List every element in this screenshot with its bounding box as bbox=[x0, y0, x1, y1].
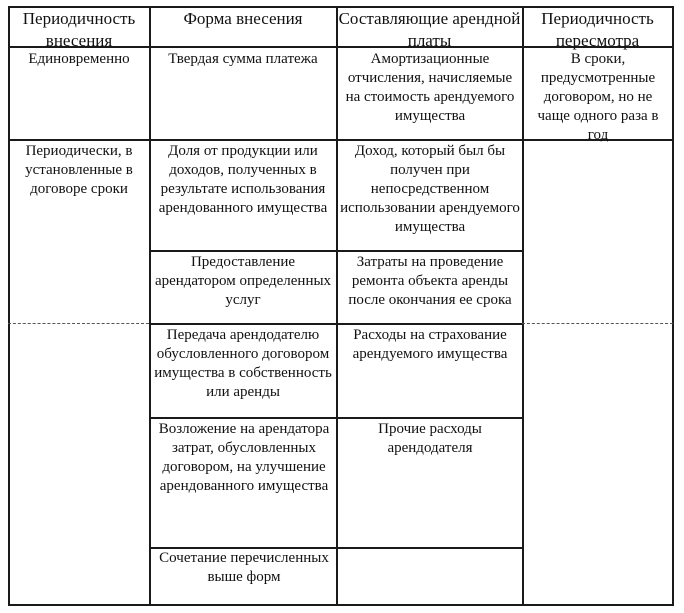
col-line-4 bbox=[522, 6, 524, 605]
component-depreciation: Амортизационные отчисления, начисляемые на стоимость арендуемого имущества bbox=[345, 51, 515, 124]
col-line-1 bbox=[8, 6, 10, 605]
row-line-5 bbox=[149, 417, 524, 419]
row-line-bottom bbox=[8, 604, 674, 606]
form-fixed-sum: Твердая сумма платежа bbox=[168, 51, 318, 67]
col-line-2 bbox=[149, 6, 151, 605]
header-periodicity: Периодичность внесения bbox=[22, 9, 136, 50]
component-other: Прочие расходы арендодателя bbox=[378, 421, 482, 456]
revision-terms: В сроки, предусмотренные договором, но не чаще одного раза в год bbox=[537, 51, 659, 143]
header-form: Форма внесения bbox=[183, 9, 303, 28]
row-dash-col4 bbox=[522, 323, 673, 324]
header-components: Составляющие арендной платы bbox=[338, 9, 521, 50]
row-line-3 bbox=[149, 250, 524, 252]
row-line-4 bbox=[149, 323, 524, 325]
periodicity-periodic: Периодически, в установленные в договоре сроки bbox=[25, 143, 133, 197]
form-property-transfer: Передача арендодателю обусловленного договором имущества в собственность или аренды bbox=[154, 327, 332, 400]
form-services: Предоставление арендатором определенных услуг bbox=[154, 254, 332, 308]
header-revision: Периодичность пересмотра bbox=[541, 9, 654, 50]
form-combination: Сочетание перечисленных выше форм bbox=[159, 550, 329, 585]
component-income: Доход, который был бы получен при непосредственном использовании арендуемого имущества bbox=[340, 143, 520, 235]
form-share-of-income: Доля от продукции или доходов, полученных в результате использования арендованного имущества bbox=[158, 143, 328, 216]
component-insurance: Расходы на страхование арендуемого имущества bbox=[352, 327, 508, 362]
form-improvement-costs: Возложение на арендатора затрат, обусловленных договором, на улучшение арендованного имущества bbox=[158, 421, 330, 494]
row-dash-col1 bbox=[8, 323, 149, 324]
col-line-5 bbox=[672, 6, 674, 605]
periodicity-one-time: Единовременно bbox=[28, 51, 130, 67]
component-repair: Затраты на проведение ремонта объекта аренды после окончания ее срока bbox=[348, 254, 512, 308]
col-line-3 bbox=[336, 6, 338, 605]
